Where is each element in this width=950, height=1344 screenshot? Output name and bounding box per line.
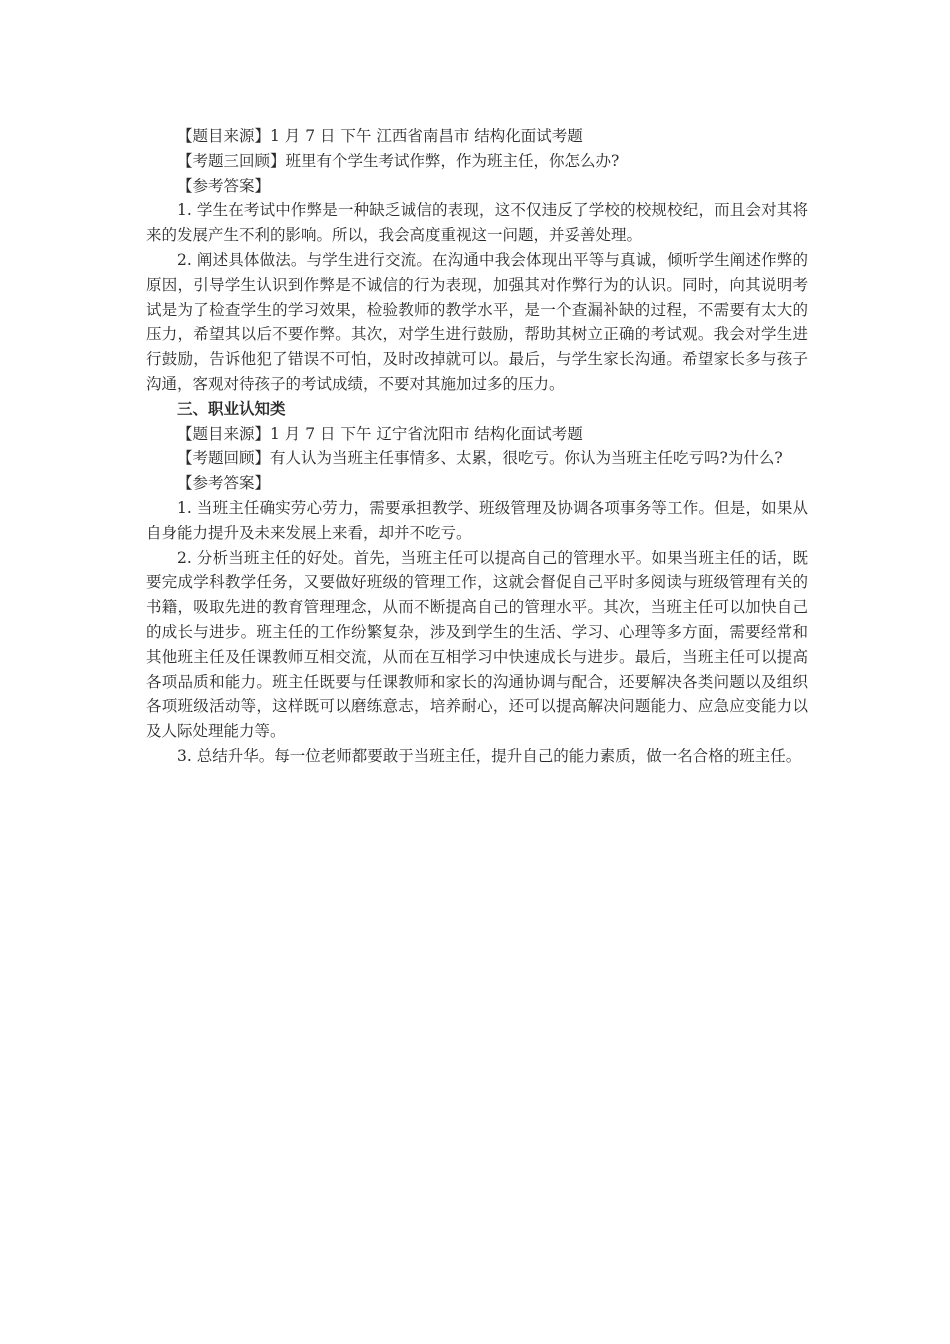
question-source: 【题目来源】1 月 7 日 下午 辽宁省沈阳市 结构化面试考题 bbox=[177, 424, 583, 443]
answer-point-3: 3. 总结升华。每一位老师都要敢于当班主任，提升自己的能力素质，做一名合格的班主任。 bbox=[177, 746, 802, 765]
answer-point-1: 1. 当班主任确实劳心劳力，需要承担教学、班级管理及协调各项事务等工作。但是，如果从自身能力提升及未来发展上来看，却并不吃亏。 bbox=[146, 498, 808, 542]
question-review: 【考题三回顾】班里有个学生考试作弊，作为班主任，你怎么办? bbox=[177, 151, 620, 170]
answer-point-1: 1. 学生在考试中作弊是一种缺乏诚信的表现，这不仅违反了学校的校规校纪，而且会对其将来的发展产生不利的影响。所以，我会高度重视这一问题，并妥善处理。 bbox=[146, 201, 808, 245]
question-review: 【考题回顾】有人认为当班主任事情多、太累，很吃亏。你认为当班主任吃亏吗?为什么? bbox=[177, 449, 783, 468]
answer-label: 【参考答案】 bbox=[177, 176, 271, 195]
answer-label: 【参考答案】 bbox=[177, 474, 271, 493]
question-source: 【题目来源】1 月 7 日 下午 江西省南昌市 结构化面试考题 bbox=[177, 127, 583, 145]
answer-point-2: 2. 分析当班主任的好处。首先，当班主任可以提高自己的管理水平。如果当班主任的话，既要完成学科教学任务，又要做好班级的管理工作，这就会督促自己平时多阅读与班级管理有关的书籍，吸取先进的教育管理理念，从而不断提高自己的管理水平。其次，当班主任可以加快自己的成长与进步。班主任的工作纷繁复杂，涉及到学生的生活、学习、心理等多方面，需要经常和其他班主任及任课教师互相交流，从而在互相学习中快速成长与进步。最后，当班主任可以提高各项品质和能力。班主任既要与任课教师和家长的沟通协调与配合，还要解决各类问题以及组织各项班级活动等，这样既可以磨练意志，培养耐心，还可以提高解决问题能力、应急应变能力以及人际处理能力等。 bbox=[146, 548, 808, 741]
section-heading: 三、职业认知类 bbox=[177, 398, 286, 418]
document-page bbox=[146, 124, 808, 769]
answer-point-2: 2. 阐述具体做法。与学生进行交流。在沟通中我会体现出平等与真诚，倾听学生阐述作弊的原因，引导学生认识到作弊是不诚信的行为表现，加强其对作弊行为的认识。同时，向其说明考试是为了检查学生的学习效果，检验教师的教学水平，是一个查漏补缺的过程，不需要有太大的压力，希望其以后不要作弊。其次，对学生进行鼓励，帮助其树立正确的考试观。我会对学生进行鼓励，告诉他犯了错误不可怕，及时改掉就可以。最后，与学生家长沟通。希望家长多与孩子沟通，客观对待孩子的考试成绩，不要对其施加过多的压力。 bbox=[146, 250, 808, 393]
